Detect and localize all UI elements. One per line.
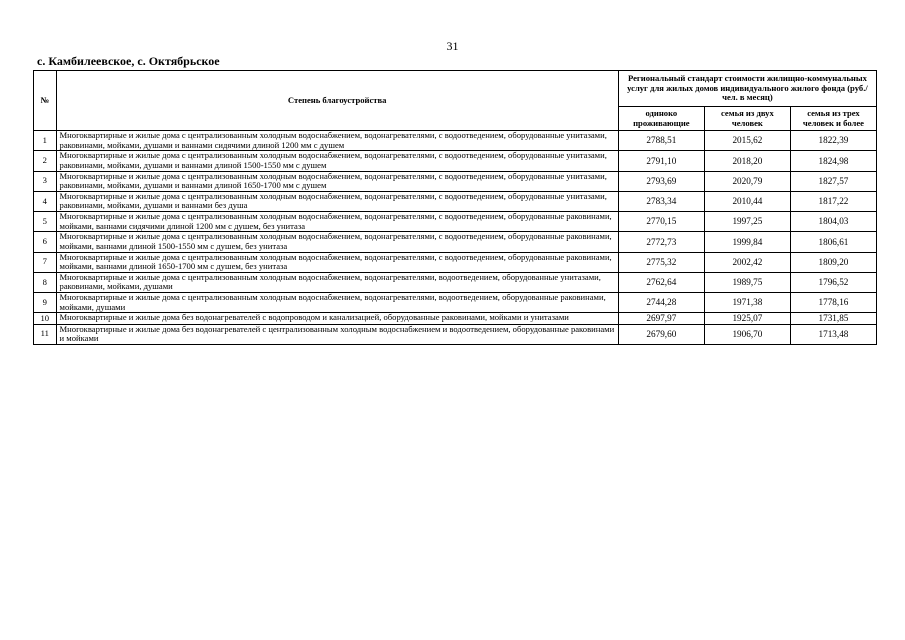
header-family-two: семья из двух человек [704, 107, 790, 131]
row-number: 4 [34, 191, 57, 211]
row-number: 8 [34, 272, 57, 292]
table-row [34, 313, 877, 324]
value-family-three: 1809,20 [790, 252, 876, 272]
table-row [34, 232, 877, 252]
row-description: Многоквартирные и жилые дома с централизованным холодным водоснабжением, водонагревателями, с водоотведением, оборудованные раковинами, мойками, ваннами сидячими длиной 1200 мм с душем, без унитаза [56, 212, 618, 232]
tariff-table [33, 70, 877, 345]
row-number: 7 [34, 252, 57, 272]
value-single: 2772,73 [618, 232, 704, 252]
row-description: Многоквартирные и жилые дома с централизованным холодным водоснабжением, водонагревателями, водоотведением, оборудованные раковинами, мойками, душами [56, 293, 618, 313]
value-family-three: 1817,22 [790, 191, 876, 211]
value-single: 2775,32 [618, 252, 704, 272]
value-family-two: 2015,62 [704, 131, 790, 151]
value-family-two: 1971,38 [704, 293, 790, 313]
header-description: Степень благоустройства [56, 71, 618, 131]
row-description: Многоквартирные и жилые дома с централизованным холодным водоснабжением, водонагревателями, с водоотведением, оборудованные раковинами, мойками, ваннами длиной 1650-1700 мм с душем, без унитаза [56, 252, 618, 272]
table-row [34, 293, 877, 313]
header-family-three: семья из трех человек и более [790, 107, 876, 131]
row-description: Многоквартирные и жилые дома без водонагревателей с централизованным холодным водоснабжением и водоотведением, оборудованные раковинами и мойками [56, 324, 618, 344]
value-single: 2744,28 [618, 293, 704, 313]
value-single: 2791,10 [618, 151, 704, 171]
value-family-two: 1999,84 [704, 232, 790, 252]
value-family-three: 1796,52 [790, 272, 876, 292]
value-family-two: 1906,70 [704, 324, 790, 344]
table-row [34, 324, 877, 344]
header-number: № [34, 71, 57, 131]
table-body [34, 131, 877, 345]
value-family-three: 1822,39 [790, 131, 876, 151]
row-number: 2 [34, 151, 57, 171]
value-single: 2697,97 [618, 313, 704, 324]
value-family-two: 2018,20 [704, 151, 790, 171]
value-single: 2770,15 [618, 212, 704, 232]
row-description: Многоквартирные и жилые дома с централизованным холодным водоснабжением, водонагревателями, с водоотведением, оборудованные раковинами, мойками, ваннами длиной 1500-1550 мм с душем, без унитаза [56, 232, 618, 252]
table-row [34, 131, 877, 151]
table-row [34, 252, 877, 272]
row-number: 1 [34, 131, 57, 151]
value-family-three: 1824,98 [790, 151, 876, 171]
value-family-three: 1713,48 [790, 324, 876, 344]
row-number: 3 [34, 171, 57, 191]
page-number: 31 [446, 39, 459, 53]
value-family-three: 1731,85 [790, 313, 876, 324]
value-family-three: 1778,16 [790, 293, 876, 313]
value-single: 2793,69 [618, 171, 704, 191]
value-family-two: 1997,25 [704, 212, 790, 232]
table-row [34, 212, 877, 232]
value-family-three: 1806,61 [790, 232, 876, 252]
row-number: 9 [34, 293, 57, 313]
value-single: 2679,60 [618, 324, 704, 344]
row-number: 5 [34, 212, 57, 232]
header-standard-group: Региональный стандарт стоимости жилищно-коммунальных услуг для жилых домов индивидуального жилого фонда (руб./чел. в месяц) [618, 71, 876, 107]
row-description: Многоквартирные и жилые дома с централизованным холодным водоснабжением, водонагревателями, с водоотведением, оборудованные унитазами, раковинами, мойками, душами и ваннами длиной 1500-1550 мм с душем [56, 151, 618, 171]
row-number: 10 [34, 313, 57, 324]
row-description: Многоквартирные и жилые дома без водонагревателей с водопроводом и канализацией, оборудованные раковинами, мойками и унитазами [56, 313, 618, 324]
value-family-two: 1925,07 [704, 313, 790, 324]
value-family-two: 2010,44 [704, 191, 790, 211]
value-family-two: 2002,42 [704, 252, 790, 272]
row-number: 11 [34, 324, 57, 344]
table-row [34, 272, 877, 292]
value-family-two: 1989,75 [704, 272, 790, 292]
value-family-three: 1827,57 [790, 171, 876, 191]
row-description: Многоквартирные и жилые дома с централизованным холодным водоснабжением, водонагревателями, с водоотведением, оборудованные унитазами, раковинами, мойками, душами и ваннами длиной 1650-1700 мм с душем [56, 171, 618, 191]
header-single: одиноко проживающие [618, 107, 704, 131]
table-row [34, 171, 877, 191]
value-family-two: 2020,79 [704, 171, 790, 191]
row-description: Многоквартирные и жилые дома с централизованным холодным водоснабжением, водонагревателями, водоотведением, оборудованные унитазами, раковинами, мойками, душами [56, 272, 618, 292]
row-description: Многоквартирные и жилые дома с централизованным холодным водоснабжением, водонагревателями, с водоотведением, оборудованные унитазами, раковинами, мойками, душами и ваннами сидячими длиной 1200 мм с душем [56, 131, 618, 151]
value-single: 2783,34 [618, 191, 704, 211]
value-single: 2788,51 [618, 131, 704, 151]
row-number: 6 [34, 232, 57, 252]
value-family-three: 1804,03 [790, 212, 876, 232]
row-description: Многоквартирные и жилые дома с централизованным холодным водоснабжением, водонагревателями, с водоотведением, оборудованные унитазами, раковинами, мойками, душами и ваннами без душа [56, 191, 618, 211]
locality-heading: с. Камбилеевское, с. Октябрьское [37, 54, 220, 68]
table-row [34, 151, 877, 171]
value-single: 2762,64 [618, 272, 704, 292]
table-row [34, 191, 877, 211]
